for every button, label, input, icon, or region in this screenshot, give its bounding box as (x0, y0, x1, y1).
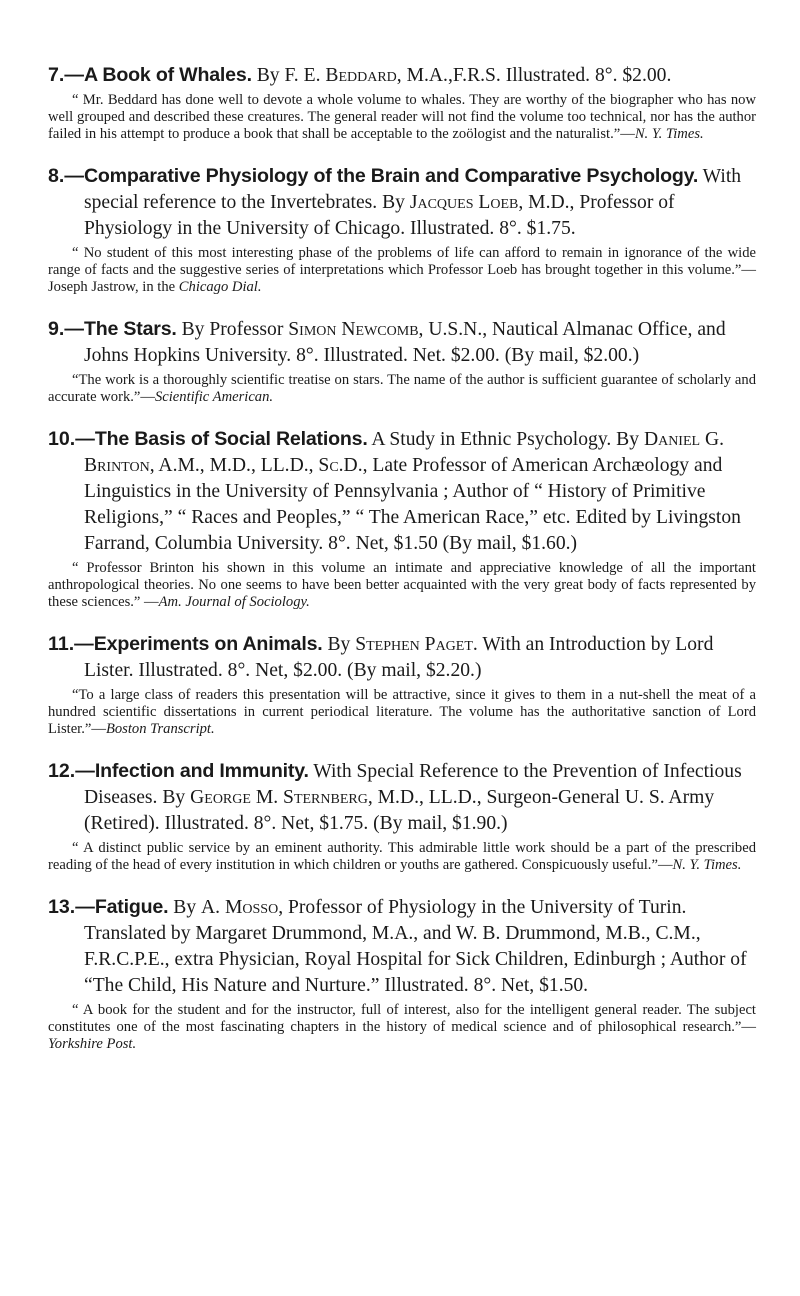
entry-number: 11.— (48, 633, 94, 655)
entry-heading (48, 62, 756, 89)
book-author: George M. Sternberg, M.D., LL.D., (190, 787, 482, 808)
entry-by: By (168, 897, 202, 918)
book-entry-social-relations (48, 426, 756, 611)
book-title: The Stars. (83, 318, 177, 340)
review-text: “The work is a thoroughly scientific treatise on stars. The name of the author is sufficient guarantee of scholarly and accurate work.”— (48, 372, 756, 405)
review-source: N. Y. Times. (634, 126, 704, 142)
review-source: Yorkshire Post. (48, 1036, 137, 1052)
entry-heading (48, 631, 756, 684)
entry-number: 7.— (48, 64, 84, 86)
review-quote (48, 1002, 756, 1053)
book-details: Professor of Physiology in the University of Turin. Translated by Margaret Drummond, M.A., and W. B. Drummond, M.B., C.M., F.R.C.P.E., extra Physician, Royal Hospital for Sick Children, Edinburgh ; Author of “The Child, His Nature and Nurture.” Illustrated. 8°. Net, $1.50. (84, 897, 747, 996)
review-quote (48, 687, 756, 738)
entry-by: A Study in Ethnic Psychology. By (367, 429, 644, 450)
review-source: N. Y. Times. (672, 857, 742, 873)
book-author: Daniel G. Brinton, A.M., M.D., LL.D., Sc.D., (84, 429, 725, 476)
entry-heading (48, 163, 756, 242)
book-author: Stephen Paget. (355, 634, 478, 655)
review-text: “ Mr. Beddard has done well to devote a whole volume to whales. They are worthy of the biographer who has now well grouped and described these creatures. The general reader will not find the volume too technical, nor has the author failed in his attempt to produce a book that shall be acceptable to the zoölogist and the naturalist.”— (48, 92, 756, 142)
entry-by: With Special Reference to the Prevention of Infectious Diseases. By (84, 761, 742, 808)
book-title: Comparative Physiology of the Brain and Comparative Psychology. (83, 165, 699, 187)
review-quote (48, 372, 756, 406)
book-details: With an Introduction by Lord Lister. Illustrated. 8°. Net, $2.00. (By mail, $2.20.) (84, 634, 714, 681)
review-quote (48, 560, 756, 611)
book-entry-whales (48, 62, 756, 143)
book-title: A Book of Whales. (83, 64, 252, 86)
review-quote (48, 245, 756, 296)
entry-heading (48, 316, 756, 369)
review-quote (48, 840, 756, 874)
book-entry-experiments-on-animals (48, 631, 756, 738)
book-author: F. E. Beddard, M.A.,F.R.S. (284, 65, 501, 86)
entry-number: 9.— (48, 318, 84, 340)
entry-number: 10.— (48, 428, 95, 450)
entry-number: 8.— (48, 165, 84, 187)
review-source: Am. Journal of Sociology. (158, 594, 310, 610)
review-source: Chicago Dial. (178, 279, 262, 295)
review-text: “ A distinct public service by an eminent authority. This admirable little work should be a part of the prescribed reading of the head of every institution in which children or youths are gathered. Conspicuously useful.”— (48, 840, 756, 873)
review-quote (48, 92, 756, 143)
entry-number: 12.— (48, 760, 95, 782)
book-title: Experiments on Animals. (93, 633, 323, 655)
review-text: “To a large class of readers this presentation will be attractive, since it gives to them in a nut-shell the meat of a hundred scientific dissertations in current periodical literature. The volume has the authoritative sanction of Lord Lister.”— (48, 687, 756, 737)
book-author: Jacques Loeb, M.D., (409, 192, 575, 213)
entry-heading (48, 426, 756, 557)
book-details: Surgeon-General U. S. Army (Retired). Illustrated. 8°. Net, $1.75. (By mail, $1.90.) (84, 787, 715, 834)
review-source: Scientific American. (154, 389, 274, 405)
book-entry-fatigue (48, 894, 756, 1053)
entry-by: By (251, 65, 285, 86)
book-details: Illustrated. 8°. $2.00. (500, 65, 672, 86)
book-details: Nautical Almanac Office, and Johns Hopkins University. 8°. Illustrated. Net. $2.00. (By mail, $2.00.) (84, 319, 726, 366)
book-entry-comparative-physiology (48, 163, 756, 296)
review-text: “ A book for the student and for the instructor, full of interest, also for the intelligent general reader. The subject constitutes one of the most fascinating chapters in the history of medical science and of philosophical research.”— (48, 1002, 756, 1035)
review-text: “ No student of this most interesting phase of the problems of life can afford to remain in ignorance of the wide range of facts and the suggestive series of interpretations which Professor Loeb has brought together in this volume.”—Joseph Jastrow, in the (48, 245, 756, 295)
entry-number: 13.— (48, 896, 95, 918)
review-text: “ Professor Brinton his shown in this volume an intimate and appreciative knowledge of all the important anthropological theories. No one seems to have been better acquainted with the very great body of facts represented by these sciences.” — (48, 560, 756, 610)
entry-by: With special reference to the Invertebrates. By (84, 166, 742, 213)
book-title: Fatigue. (94, 896, 169, 918)
book-details: Late Professor of American Archæology and Linguistics in the University of Pennsylvania ; Author of “ History of Primitive Religions,” “ Races and Peoples,” “ The American Race,” etc. Edited by Livingston Farrand, Columbia University. 8°. Net, $1.50 (By mail, $1.60.) (84, 455, 741, 554)
book-author: A. Mosso, (201, 897, 284, 918)
book-details: Professor of Physiology in the University of Chicago. Illustrated. 8°. $1.75. (84, 192, 675, 239)
book-entry-stars (48, 316, 756, 406)
review-source: Boston Transcript. (105, 721, 215, 737)
book-author: Simon Newcomb, U.S.N., (288, 319, 488, 340)
entry-by: By Professor (176, 319, 289, 340)
book-title: The Basis of Social Relations. (94, 428, 368, 450)
book-entry-infection-immunity (48, 758, 756, 874)
book-title: Infection and Immunity. (94, 760, 309, 782)
entry-heading (48, 758, 756, 837)
entry-by: By (322, 634, 356, 655)
entry-heading (48, 894, 756, 999)
